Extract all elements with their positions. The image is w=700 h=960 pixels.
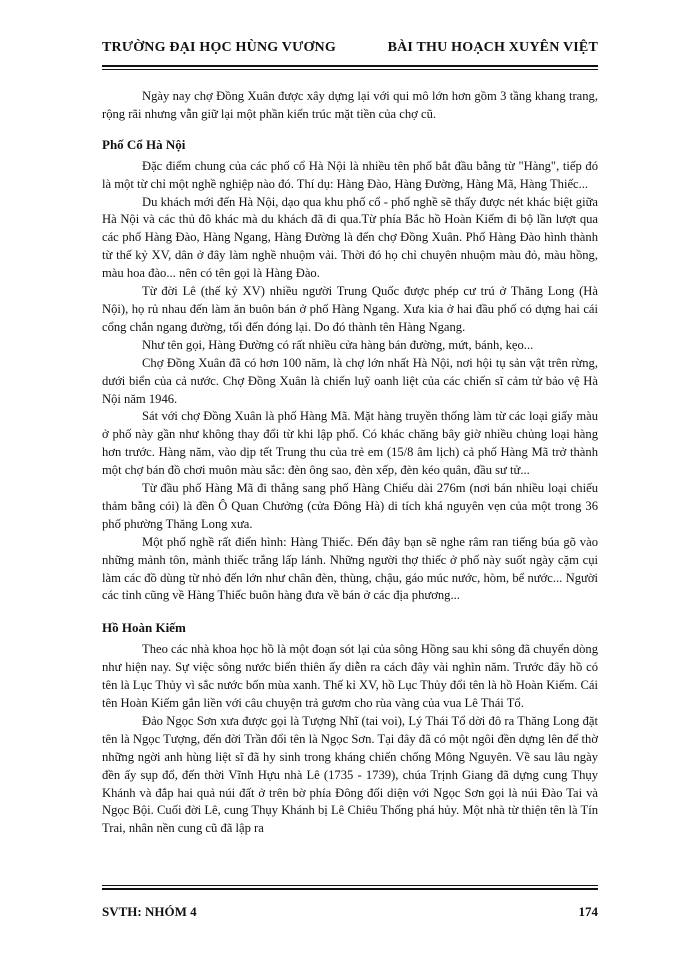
paragraph: Đảo Ngọc Sơn xưa được gọi là Tượng Nhĩ (tai voi), Lý Thái Tổ dời đô ra Thăng Long đặt tên là Ngọc Tượng, đến đời Trần đổi tên là Ngọc Sơn. Tại đây đã có một ngôi đền dựng lên để thờ những ngời anh hùng liệt sĩ đã hy sinh trong kháng chiến chống Mông Nguyên. Về sau lâu ngày đền ấy sụp đổ, đến thời Vĩnh Hựu nhà Lê (1735 - 1739), chúa Trịnh Giang đã dựng cung Thụy Khánh và đắp hai quả núi đất ở trên bờ phía Đông đối diện với Ngọc Sơn gọi là núi Đào Tai và Ngọc Bội. Cuối đời Lê, cung Thụy Khánh bị Lê Chiêu Thống phá hủy. Một nhà từ thiện tên là Tín Trai, nhân nền cung cũ đã lập ra bbox=[102, 713, 598, 836]
paragraph: Từ đầu phố Hàng Mã đi thẳng sang phố Hàng Chiếu dài 276m (nơi bán nhiều loại chiếu thảm bằng cói) là đền Ô Quan Chưởng (cửa Đông Hà) di tích khá nguyên vẹn của một trong 36 phố phường Thăng Long xưa. bbox=[102, 481, 598, 531]
paragraph: Như tên gọi, Hàng Đường có rất nhiều cửa hàng bán đường, mứt, bánh, kẹo... bbox=[142, 337, 534, 352]
page-header bbox=[102, 40, 598, 62]
paragraph: Đặc điểm chung của các phố cổ Hà Nội là nhiều tên phố bắt đầu bằng từ "Hàng", tiếp đó là một từ chỉ một nghề nghiệp nào đó. Thí dụ: Hàng Đào, Hàng Đường, Hàng Mã, Hàng Thiếc... bbox=[102, 158, 598, 191]
footer-group-label: SVTH: NHÓM 4 bbox=[102, 904, 197, 919]
footer-rule-thin bbox=[102, 885, 598, 886]
paragraph: Theo các nhà khoa học hồ là một đoạn sót lại của sông Hồng sau khi sông đã chuyển dòng như hiện nay. Sự việc sông nước biến thiên ấy diễn ra cách đây vài nghìn năm. Trước đây hồ có tên là Lục Thủy vì sắc nước bốn mùa xanh. Thế kỉ XV, hồ Lục Thủy đổi tên là hồ Hoàn Kiếm. Cái tên Hoàn Kiếm gắn liền với câu chuyện trả gươm cho rùa vàng của vua Lê Thái Tổ. bbox=[102, 642, 598, 710]
header-report-title: BÀI THU HOẠCH XUYÊN VIỆT bbox=[387, 40, 598, 55]
paragraph: Du khách mới đến Hà Nội, dạo qua khu phố cổ - phố nghề sẽ thấy được nét khác biệt giữa Hà Nội và các thủ đô khác mà du khách đã đi qua.Từ phía Bắc hồ Hoàn Kiếm đi bộ lần lượt qua các phố Hàng Đào, Hàng Ngang, Hàng Đường là đến chợ Đồng Xuân. Phố Hàng Đào hình thành từ thế kỷ XV, dân ở đây làm nghề nhuộm vải. Thời đó họ chỉ chuyên nhuộm màu đỏ, màu hồng, màu hoa đào... nên có tên gọi là Hàng Đào. bbox=[102, 194, 598, 281]
section-heading-ho-hoan-kiem: Hồ Hoàn Kiếm bbox=[102, 620, 186, 636]
section-heading-pho-co: Phố Cổ Hà Nội bbox=[102, 136, 186, 152]
paragraph: Từ đời Lê (thế kỷ XV) nhiều người Trung Quốc được phép cư trú ở Thăng Long (Hà Nội), họ rủ nhau đến làm ăn buôn bán ở phố Hàng Ngang. Xưa kia ở hai đầu phố có dựng hai cái cổng chắn ngang đường, tối đến đóng lại. Do đó thành tên Hàng Ngang. bbox=[102, 284, 598, 334]
page-number: 174 bbox=[578, 904, 598, 919]
footer-rule-thick bbox=[102, 888, 598, 890]
page-content bbox=[102, 88, 598, 838]
paragraph: Sát với chợ Đồng Xuân là phố Hàng Mã. Mặt hàng truyền thống làm từ các loại giấy màu ở phố này gần như không thay đổi từ khi lập phố. Có khác chăng bây giờ nhiều chủng loại hàng hơn trước. Hàng năm, vào dịp tết Trung thu của trẻ em (15/8 âm lịch) cả phố Hàng Mã trở thành một chợ bán đồ chơi muôn màu sắc: đèn ông sao, đèn xếp, đèn kéo quân, đầu sư tử... bbox=[102, 409, 598, 478]
header-rule-thin bbox=[102, 69, 598, 70]
intro-paragraph: Ngày nay chợ Đồng Xuân được xây dựng lại với qui mô lớn hơn gồm 3 tầng khang trang, rộng rãi nhưng vẫn giữ lại một phần kiến trúc mặt tiền của chợ cũ. bbox=[102, 89, 598, 121]
paragraph: Chợ Đồng Xuân đã có hơn 100 năm, là chợ lớn nhất Hà Nội, nơi hội tụ sản vật trên rừng, dưới biển của cả nước. Chợ Đồng Xuân là chiến luỹ oanh liệt của các chiến sĩ cảm tử bảo vệ Hà Nội năm 1946. bbox=[102, 355, 598, 406]
header-rule-thick bbox=[102, 65, 598, 67]
header-school-name: TRƯỜNG ĐẠI HỌC HÙNG VƯƠNG bbox=[102, 40, 336, 55]
paragraph: Một phố nghề rất điển hình: Hàng Thiếc. Đến đây bạn sẽ nghe râm ran tiếng búa gõ vào những mảnh tôn, mảnh thiếc trắng lấp lánh. Những người thợ thiếc ở phố này suốt ngày cặm cụi làm các đồ dùng từ nhỏ đến lớn như chân đèn, thùng, chậu, gáo múc nước, hòm, bể nước... Người các tỉnh cũng về Hàng Thiếc buôn hàng đưa về bán ở các địa phương... bbox=[102, 534, 598, 603]
